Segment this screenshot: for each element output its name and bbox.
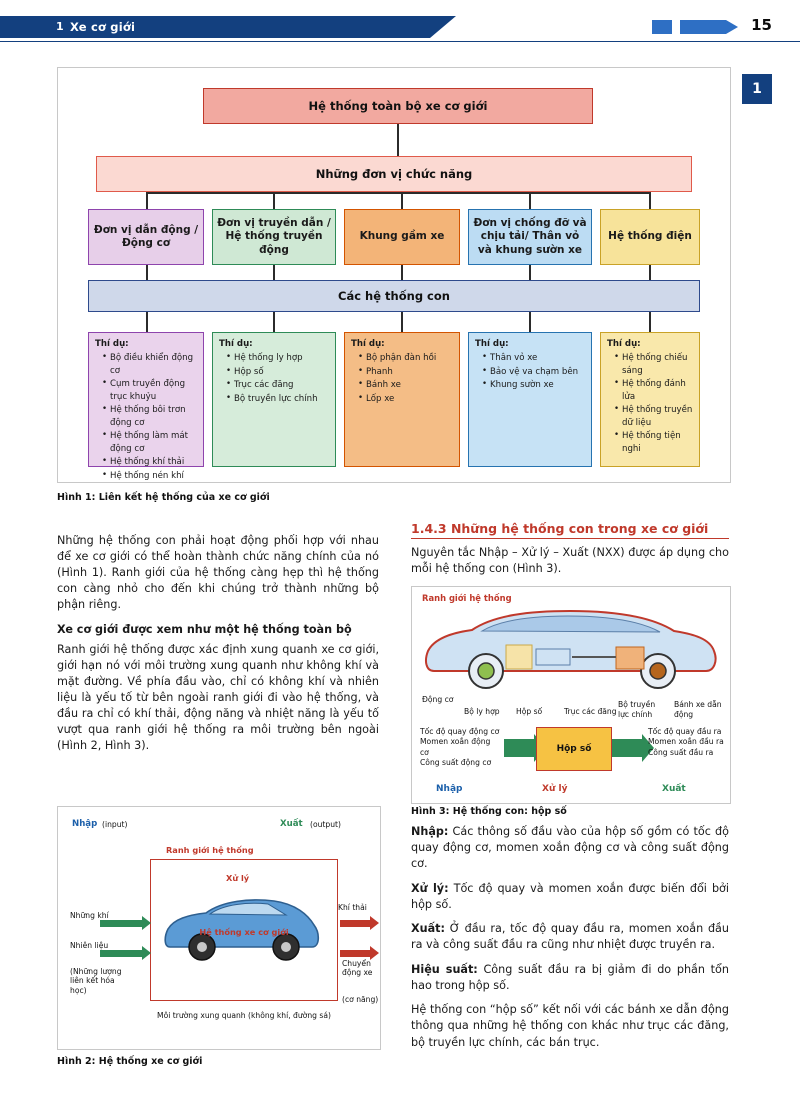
list-item: • Bánh xe — [360, 379, 453, 391]
stage-label-output: Xuất — [662, 784, 686, 794]
right-text-column — [411, 521, 729, 585]
list-item: • Hệ thống khí thải — [104, 456, 197, 468]
part-label-engine: Động cơ — [422, 695, 454, 704]
connector-line — [146, 192, 148, 209]
right-text-column-continued — [411, 824, 729, 1051]
list-item: • Phanh — [360, 366, 453, 378]
figure-2-diagram — [57, 806, 381, 1050]
diagram-unit-electrical: Hệ thống điện — [600, 209, 700, 265]
list-item: • Bảo vệ va chạm bên — [484, 366, 585, 378]
connector-line — [529, 312, 531, 332]
examples-label: Thí dụ: — [475, 339, 509, 349]
chapter-number: 1 — [56, 20, 64, 33]
list-item: • Hệ thống làm mát động cơ — [104, 430, 197, 455]
connector-line — [273, 192, 275, 209]
connector-line — [146, 312, 148, 332]
list-item: Tốc độ quay đầu ra — [648, 727, 722, 736]
label-xuat: Xuất: — [411, 922, 445, 936]
connector-line — [401, 265, 403, 280]
list-item: • Hệ thống nén khí — [104, 470, 197, 482]
list-item: Công suất đầu ra — [648, 747, 714, 757]
list-item: Tốc độ quay động cơ — [420, 727, 500, 736]
stage-label-input: Nhập — [436, 784, 463, 794]
output-item: (cơ năng) — [342, 995, 379, 1004]
paragraph-process — [411, 881, 729, 913]
system-center-label: Hệ thống xe cơ giới — [199, 927, 289, 937]
diagram-unit-drive: Đơn vị dẫn động / Động cơ — [88, 209, 204, 265]
list-item: • Hệ thống tiện nghi — [616, 430, 693, 455]
examples-label: Thí dụ: — [607, 339, 641, 349]
figure-2-caption: Hình 2: Hệ thống xe cơ giới — [57, 1056, 203, 1067]
connector-line — [401, 192, 403, 209]
paragraph-end: Hệ thống con “hộp số” kết nối với các bánh xe dẫn động thông qua những hệ thống con khác như trục các đăng, bộ truyền lực chính, các bán trục. — [411, 1003, 729, 1049]
connector-line — [273, 265, 275, 280]
label-xuly: Xử lý: — [411, 881, 449, 895]
diagram-examples-chassis — [344, 332, 460, 467]
header-arrow-icon — [726, 20, 738, 34]
connector-line — [397, 124, 399, 156]
process-label: Xử lý — [226, 873, 250, 883]
list-item: • Thân vỏ xe — [484, 352, 585, 364]
chapter-bar-wedge — [430, 16, 456, 38]
list-item: Momen xoắn đầu ra — [648, 737, 724, 747]
diagram-examples-body — [468, 332, 592, 467]
text: Công suất đầu ra bị giảm đi do phần tổn hao trong hộp số. — [411, 962, 729, 992]
figure-3-caption: Hình 3: Hệ thống con: hộp số — [411, 806, 567, 817]
input-item: (Những lượng liên kết hóa học) — [70, 967, 122, 995]
system-boundary-label: Ranh giới hệ thống — [422, 593, 512, 603]
examples-label: Thí dụ: — [351, 339, 385, 349]
environment-label: Môi trường xung quanh (không khí, đường sá) — [157, 1011, 331, 1020]
output-arrow-icon — [612, 739, 642, 757]
part-label-clutch: Bộ ly hợp — [464, 707, 500, 716]
diagram-unit-chassis: Khung gầm xe — [344, 209, 460, 265]
gearbox-block: Hộp số — [536, 727, 612, 771]
diagram-unit-body: Đơn vị chống đỡ và chịu tải/ Thân vỏ và khung sườn xe — [468, 209, 592, 265]
list-item: • Bộ điều khiển động cơ — [104, 352, 197, 377]
diagram-box-whole-system: Hệ thống toàn bộ xe cơ giới — [203, 88, 593, 124]
diagram-examples-electrical — [600, 332, 700, 467]
section-heading: 1.4.3 Những hệ thống con trong xe cơ giới — [411, 521, 729, 539]
paragraph: Nguyên tắc Nhập – Xử lý – Xuất (NXX) được áp dụng cho mỗi hệ thống con (Hình 3). — [411, 546, 729, 576]
output-item: Khí thải — [338, 903, 367, 912]
list-item: • Hệ thống truyền dữ liệu — [616, 404, 693, 429]
connector-line — [401, 312, 403, 332]
page-number: 15 — [751, 16, 772, 34]
connector-line — [146, 265, 148, 280]
list-item: • Lốp xe — [360, 393, 453, 405]
list-item: • Hệ thống ly hợp — [228, 352, 329, 364]
paragraph: Những hệ thống con phải hoạt động phối hợp với nhau để xe cơ giới có thể hoàn thành chức năng chính của nó (Hình 1). Ranh giới của hệ thống càng hẹp thì hệ thống con càng nhỏ cho đến khi chúng trở thành những bộ phận riêng. — [57, 534, 379, 611]
part-label-drive-wheels: Bánh xe dẫn động — [674, 700, 722, 720]
header-stripe-large — [680, 20, 726, 34]
output-arrow-icon — [340, 950, 370, 957]
connector-line — [529, 192, 531, 209]
figure-3-diagram — [411, 586, 731, 804]
part-label-driveshaft: Trục các đăng — [564, 707, 617, 716]
output-list — [648, 727, 726, 758]
car-outline-graphic — [420, 605, 722, 691]
figure-1-caption: Hình 1: Liên kết hệ thống của xe cơ giới — [57, 492, 270, 503]
list-item: • Hộp số — [228, 366, 329, 378]
text: Ở đầu ra, tốc độ quay đầu ra, momen xoắn đầu ra và công suất đầu ra cũng như nhiệt được truyền ra. — [411, 922, 729, 952]
connector-line — [649, 265, 651, 280]
text: Các thông số đầu vào của hộp số gồm có tốc độ quay động cơ, momen xoắn động cơ và công suất động cơ. — [411, 825, 729, 871]
input-list — [420, 727, 500, 768]
list-item: • Bộ truyền lực chính — [228, 393, 329, 405]
output-suffix: (output) — [310, 820, 341, 829]
subheading: Xe cơ giới được xem như một hệ thống toàn bộ — [57, 622, 352, 636]
paragraph: Ranh giới hệ thống được xác định xung quanh xe cơ giới, giới hạn nó với môi trường xung quanh như không khí và mặt đường. Về phía đầu vào, chỉ có không khí và nhiên liệu là yếu tố từ bên ngoài ranh giới đi vào hệ thống, và đầu ra chỉ có khí thải, động năng và nhiệt năng là yếu tố vượt qua ranh giới hệ thống ra môi trường bên ngoài (Hình 2, Hình 3). — [57, 643, 379, 752]
label-hieusuat: Hiệu suất: — [411, 962, 478, 976]
chapter-bar — [0, 16, 430, 38]
list-item: Momen xoắn động cơ — [420, 737, 491, 757]
list-item: • Cụm truyền động trục khuỷu — [104, 378, 197, 403]
page-header — [0, 0, 800, 42]
paragraph-output — [411, 921, 729, 953]
list-item: • Hệ thống bôi trơn động cơ — [104, 404, 197, 429]
input-label: Nhập — [72, 819, 98, 829]
header-stripe-small — [652, 20, 672, 34]
part-label-gearbox: Hộp số — [516, 707, 543, 716]
diagram-box-functional-units: Những đơn vị chức năng — [96, 156, 692, 192]
input-item: Những khí — [70, 911, 109, 920]
chapter-title: Xe cơ giới — [70, 20, 136, 34]
figure-1-diagram — [57, 67, 731, 483]
list-item: • Bộ phận đàn hồi — [360, 352, 453, 364]
stage-label-process: Xử lý — [542, 784, 568, 794]
system-boundary-label: Ranh giới hệ thống — [166, 845, 254, 855]
part-label-final-drive: Bộ truyền lực chính — [618, 700, 656, 720]
paragraph-input — [411, 824, 729, 873]
left-text-column — [57, 533, 379, 763]
text: Tốc độ quay và momen xoắn được biến đổi bởi hộp số. — [411, 881, 729, 911]
input-arrow-icon — [504, 739, 534, 757]
chapter-badge: 1 — [742, 74, 772, 104]
label-nhap: Nhập: — [411, 825, 449, 838]
list-item: • Khung sườn xe — [484, 379, 585, 391]
connector-line — [529, 265, 531, 280]
output-item: Chuyển động xe — [342, 959, 373, 978]
diagram-unit-transmission: Đơn vị truyền dẫn / Hệ thống truyền động — [212, 209, 336, 265]
input-item: Nhiên liệu — [70, 941, 109, 950]
examples-label: Thí dụ: — [219, 339, 253, 349]
output-arrow-icon — [340, 920, 370, 927]
diagram-box-subsystems: Các hệ thống con — [88, 280, 700, 312]
connector-line — [649, 312, 651, 332]
list-item: • Hệ thống đánh lửa — [616, 378, 693, 403]
list-item: Công suất động cơ — [420, 757, 492, 767]
connector-line — [649, 192, 651, 209]
list-item: • Hệ thống chiếu sáng — [616, 352, 693, 377]
connector-line — [146, 192, 651, 194]
output-label: Xuất — [280, 819, 303, 829]
input-suffix: (input) — [102, 820, 128, 829]
list-item: • Trục các đăng — [228, 379, 329, 391]
diagram-examples-transmission — [212, 332, 336, 467]
header-rule — [0, 41, 800, 42]
connector-line — [273, 312, 275, 332]
examples-label: Thí dụ: — [95, 339, 129, 349]
paragraph-efficiency — [411, 962, 729, 994]
diagram-examples-drive — [88, 332, 204, 481]
